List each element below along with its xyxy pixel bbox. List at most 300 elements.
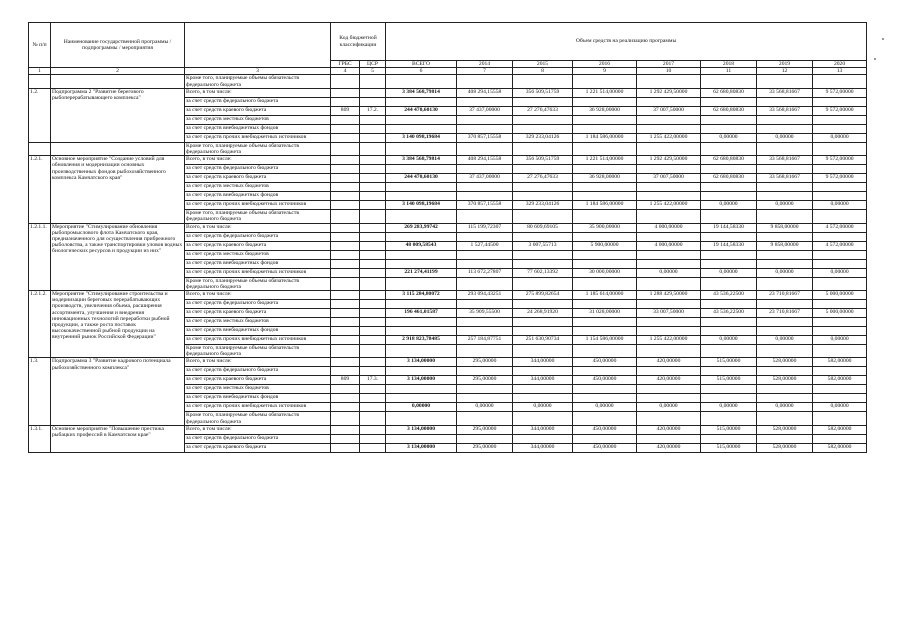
row-year-value: 0,00000 [701, 403, 757, 412]
row-grbs [331, 443, 360, 452]
header-index-1: 2 [51, 68, 185, 75]
row-year-value [701, 250, 757, 259]
row-year-value [513, 300, 573, 309]
row-csr [360, 97, 386, 106]
row-total: 3 140 098,19684 [386, 201, 457, 210]
row-year-value [457, 300, 513, 309]
row-total: 196 461,01587 [386, 309, 457, 318]
row-year-value [637, 232, 701, 241]
row-year-value: 33 568,81667 [757, 174, 813, 183]
scan-speck [874, 58, 876, 60]
row-year-value: 0,00000 [701, 133, 757, 142]
row-year-value: 582,00000 [813, 376, 867, 385]
row-total [386, 434, 457, 443]
row-year-value [701, 394, 757, 403]
row-year-value: 0,00000 [813, 403, 867, 412]
header-sub-7: 2018 [701, 61, 757, 68]
row-source: за счет средств местных бюджетов [185, 250, 331, 259]
table-row [29, 291, 867, 300]
row-year-value: 31 028,00000 [573, 309, 637, 318]
header-index-7: 8 [513, 68, 573, 75]
row-grbs: 809 [331, 106, 360, 115]
row-year-value [513, 434, 573, 443]
budget-table [28, 22, 867, 453]
row-year-value [637, 345, 701, 358]
row-source: за счет средств краевого бюджета [185, 309, 331, 318]
row-year-value [573, 192, 637, 201]
row-year-value: 37 007,50000 [637, 174, 701, 183]
row-year-value [701, 115, 757, 124]
row-year-value: 528,00000 [757, 358, 813, 367]
row-year-value [637, 250, 701, 259]
row-year-value [757, 124, 813, 133]
header-index-12: 13 [813, 68, 867, 75]
row-csr: 17.3. [360, 376, 386, 385]
row-total: 269 283,99742 [386, 223, 457, 232]
row-grbs [331, 174, 360, 183]
row-year-value: 33 568,81667 [757, 156, 813, 165]
row-year-value: 1 292 429,50000 [637, 88, 701, 97]
row-year-value: 344,00000 [513, 443, 573, 452]
row-year-value [637, 97, 701, 106]
row-year-value: 62 680,80830 [701, 106, 757, 115]
row-year-value: 295,00000 [457, 425, 513, 434]
row-total [386, 394, 457, 403]
row-year-value: 5 000,00000 [813, 309, 867, 318]
row-year-value [513, 345, 573, 358]
row-total: 244 470,60130 [386, 174, 457, 183]
row-year-value [701, 75, 757, 88]
row-year-value: 9 572,00000 [813, 156, 867, 165]
row-source: Всего, в том числе: [185, 88, 331, 97]
row-source: за счет средств федерального бюджета [185, 434, 331, 443]
row-year-value [701, 385, 757, 394]
header-sub-1: ЦСР [360, 61, 386, 68]
row-year-value [757, 394, 813, 403]
row-year-value: 23 710,81667 [757, 291, 813, 300]
row-grbs [331, 403, 360, 412]
row-year-value [637, 367, 701, 376]
row-total: 3 134,00000 [386, 376, 457, 385]
row-source: Всего, в том числе: [185, 156, 331, 165]
row-number: 1.2.1. [29, 156, 51, 223]
row-year-value [813, 259, 867, 268]
row-year-value: 0,00000 [457, 403, 513, 412]
header-sub-2: ВСЕГО [386, 61, 457, 68]
row-year-value [813, 97, 867, 106]
row-year-value [701, 277, 757, 290]
row-csr [360, 358, 386, 367]
row-year-value [573, 385, 637, 394]
table-row [29, 425, 867, 434]
row-year-value: 36 928,00000 [573, 174, 637, 183]
row-total: 3 115 284,80072 [386, 291, 457, 300]
row-year-value [457, 142, 513, 155]
row-total: 3 384 568,79814 [386, 88, 457, 97]
row-csr [360, 327, 386, 336]
row-year-value [513, 97, 573, 106]
row-year-value [573, 97, 637, 106]
row-number [29, 142, 51, 155]
header-index-8: 9 [573, 68, 637, 75]
row-name: Основное мероприятие "Создание условий для обновления и модернизации основных производственных фондов рыбохозяйственного комплекса Камчатского края" [51, 156, 185, 223]
row-year-value: 0,00000 [813, 268, 867, 277]
row-source: за счет средств краевого бюджета [185, 241, 331, 250]
row-grbs [331, 165, 360, 174]
row-year-value [513, 192, 573, 201]
row-csr: 17.2. [360, 106, 386, 115]
row-total [386, 367, 457, 376]
row-source: Кроме того, планируемые объемы обязательств федерального бюджета [185, 210, 331, 223]
row-year-value: 36 928,00000 [573, 106, 637, 115]
row-number: 1.2.1.2. [29, 291, 51, 358]
row-csr [360, 318, 386, 327]
row-grbs [331, 336, 360, 345]
row-year-value [757, 210, 813, 223]
row-year-value: 37 007,50000 [637, 106, 701, 115]
row-year-value [457, 259, 513, 268]
row-year-value [573, 142, 637, 155]
row-year-value [701, 327, 757, 336]
row-total: 221 274,41199 [386, 268, 457, 277]
row-total: 0,00000 [386, 403, 457, 412]
row-year-value [637, 115, 701, 124]
row-source: за счет средств местных бюджетов [185, 115, 331, 124]
row-year-value [573, 300, 637, 309]
row-year-value [513, 412, 573, 425]
table-row [29, 223, 867, 232]
row-total [386, 412, 457, 425]
row-year-value: 0,00000 [757, 403, 813, 412]
row-year-value: 1 255 422,00000 [637, 133, 701, 142]
row-year-value [757, 192, 813, 201]
row-year-value: 27 276,47633 [513, 106, 573, 115]
row-year-value [573, 250, 637, 259]
row-year-value: 1 292 429,50000 [637, 156, 701, 165]
row-grbs [331, 142, 360, 155]
row-year-value [573, 367, 637, 376]
row-number: 1.3. [29, 358, 51, 425]
row-year-value [813, 75, 867, 88]
header-index-10: 11 [701, 68, 757, 75]
row-year-value [757, 367, 813, 376]
row-year-value [637, 124, 701, 133]
row-year-value [701, 97, 757, 106]
row-year-value: 0,00000 [813, 336, 867, 345]
row-year-value: 9 572,00000 [813, 88, 867, 97]
row-year-value: 450,00000 [573, 425, 637, 434]
row-csr [360, 88, 386, 97]
row-year-value [457, 250, 513, 259]
row-year-value [637, 75, 701, 88]
row-year-value [813, 210, 867, 223]
row-grbs [331, 425, 360, 434]
row-year-value [573, 327, 637, 336]
row-source: за счет средств внебюджетных фондов [185, 192, 331, 201]
row-total: 3 134,00000 [386, 425, 457, 434]
row-year-value [457, 232, 513, 241]
row-grbs [331, 223, 360, 232]
row-year-value: 62 680,80830 [701, 88, 757, 97]
row-year-value [573, 115, 637, 124]
row-total: 48 009,58543 [386, 241, 457, 250]
row-year-value [513, 250, 573, 259]
row-year-value [513, 232, 573, 241]
row-grbs [331, 259, 360, 268]
row-csr [360, 434, 386, 443]
row-year-value: 275 899,82654 [513, 291, 573, 300]
row-year-value [813, 394, 867, 403]
row-year-value [457, 434, 513, 443]
row-total [386, 75, 457, 88]
row-grbs [331, 201, 360, 210]
row-grbs [331, 88, 360, 97]
row-csr [360, 75, 386, 88]
row-year-value: 4 572,00000 [813, 241, 867, 250]
row-year-value [637, 142, 701, 155]
row-csr [360, 394, 386, 403]
row-source: за счет средств федерального бюджета [185, 367, 331, 376]
row-year-value [457, 75, 513, 88]
row-year-value: 1 185 614,00000 [573, 291, 637, 300]
row-number [29, 75, 51, 88]
row-source: за счет средств федерального бюджета [185, 165, 331, 174]
row-year-value: 420,00000 [637, 425, 701, 434]
row-year-value [637, 192, 701, 201]
row-year-value: 344,00000 [513, 376, 573, 385]
row-year-value: 62 680,80830 [701, 156, 757, 165]
row-year-value: 0,00000 [813, 201, 867, 210]
row-csr [360, 142, 386, 155]
row-year-value [757, 183, 813, 192]
row-year-value [573, 394, 637, 403]
row-year-value [813, 345, 867, 358]
row-name: Мероприятие "Стимулирование строительства и модернизации береговых перерабатывающих производств, увеличения объема, расширения ассортимента, улучшения и внедрения инновационных технологий переработки рыбной продукции, а также роста поставок высококачественной рыбной продукции на внутренний рынок Российской Федерации" [51, 291, 185, 358]
row-grbs: 809 [331, 376, 360, 385]
row-csr [360, 291, 386, 300]
row-year-value [701, 300, 757, 309]
row-year-value [813, 327, 867, 336]
row-grbs [331, 277, 360, 290]
row-total [386, 345, 457, 358]
header-source [185, 23, 331, 68]
row-year-value [573, 124, 637, 133]
row-year-value [513, 327, 573, 336]
row-name [51, 142, 185, 155]
row-year-value [757, 250, 813, 259]
row-csr [360, 300, 386, 309]
row-year-value [637, 385, 701, 394]
row-year-value [573, 259, 637, 268]
row-source: за счет средств внебюджетных фондов [185, 124, 331, 133]
row-csr [360, 133, 386, 142]
row-year-value [757, 277, 813, 290]
row-year-value: 420,00000 [637, 358, 701, 367]
row-year-value: 1 527,44500 [457, 241, 513, 250]
row-year-value: 515,00000 [701, 376, 757, 385]
row-csr [360, 174, 386, 183]
row-source: за счет средств федерального бюджета [185, 232, 331, 241]
row-year-value: 528,00000 [757, 376, 813, 385]
header-budget-code: Код бюджетной классификации [331, 23, 386, 61]
row-total [386, 318, 457, 327]
row-source: за счет средств федерального бюджета [185, 300, 331, 309]
row-total: 3 140 098,19684 [386, 133, 457, 142]
header-sub-3: 2014 [457, 61, 513, 68]
row-year-value: 329 233,04126 [513, 201, 573, 210]
row-total [386, 385, 457, 394]
row-year-value: 0,00000 [701, 201, 757, 210]
row-source: за счет средств прочих внебюджетных источников [185, 403, 331, 412]
header-index-0: 1 [29, 68, 51, 75]
row-year-value [637, 277, 701, 290]
header-sub-9: 2020 [813, 61, 867, 68]
row-year-value [573, 210, 637, 223]
row-year-value: 80 609,69105 [513, 223, 573, 232]
row-year-value [637, 210, 701, 223]
row-year-value [457, 97, 513, 106]
row-year-value: 582,00000 [813, 358, 867, 367]
row-year-value [813, 192, 867, 201]
row-year-value [513, 210, 573, 223]
row-year-value [701, 318, 757, 327]
row-year-value [757, 142, 813, 155]
row-year-value: 329 233,04126 [513, 133, 573, 142]
row-year-value: 0,00000 [813, 133, 867, 142]
row-year-value: 37 437,00000 [457, 106, 513, 115]
row-year-value: 43 536,22500 [701, 309, 757, 318]
row-year-value: 5 000,00000 [813, 291, 867, 300]
row-year-value [813, 367, 867, 376]
row-csr [360, 210, 386, 223]
header-index-9: 10 [637, 68, 701, 75]
row-source: за счет средств краевого бюджета [185, 376, 331, 385]
row-source: за счет средств краевого бюджета [185, 106, 331, 115]
row-year-value: 77 602,13392 [513, 268, 573, 277]
row-year-value [813, 412, 867, 425]
row-source: за счет средств местных бюджетов [185, 318, 331, 327]
header-number: № п/п [29, 23, 51, 68]
row-year-value: 27 276,47633 [513, 174, 573, 183]
row-year-value [573, 412, 637, 425]
row-year-value [457, 394, 513, 403]
row-year-value [757, 75, 813, 88]
row-year-value [457, 124, 513, 133]
row-grbs [331, 97, 360, 106]
row-csr [360, 250, 386, 259]
row-year-value [757, 259, 813, 268]
row-source: за счет средств федерального бюджета [185, 97, 331, 106]
row-year-value: 30 000,00000 [573, 268, 637, 277]
row-year-value: 0,00000 [757, 268, 813, 277]
row-grbs [331, 133, 360, 142]
row-csr [360, 385, 386, 394]
row-source: за счет средств местных бюджетов [185, 385, 331, 394]
row-year-value: 37 437,00000 [457, 174, 513, 183]
row-source: Кроме того, планируемые объемы обязательств федерального бюджета [185, 345, 331, 358]
row-year-value [757, 345, 813, 358]
row-year-value: 3 007,55713 [513, 241, 573, 250]
row-grbs [331, 124, 360, 133]
row-year-value: 420,00000 [637, 376, 701, 385]
row-year-value: 344,00000 [513, 425, 573, 434]
row-year-value [701, 345, 757, 358]
row-total [386, 250, 457, 259]
row-year-value: 4 000,00000 [637, 241, 701, 250]
header-index-5: 6 [386, 68, 457, 75]
header-index-11: 12 [757, 68, 813, 75]
row-year-value [757, 300, 813, 309]
row-csr [360, 165, 386, 174]
row-year-value: 0,00000 [757, 133, 813, 142]
row-year-value: 43 536,22500 [701, 291, 757, 300]
row-year-value [813, 434, 867, 443]
row-year-value: 582,00000 [813, 425, 867, 434]
header-sub-4: 2015 [513, 61, 573, 68]
row-grbs [331, 412, 360, 425]
row-name [51, 75, 185, 88]
row-grbs [331, 192, 360, 201]
row-year-value: 0,00000 [637, 403, 701, 412]
row-year-value [637, 318, 701, 327]
row-year-value: 24 268,91920 [513, 309, 573, 318]
row-year-value [513, 183, 573, 192]
row-year-value [637, 259, 701, 268]
table-row [29, 75, 867, 88]
row-total [386, 259, 457, 268]
row-year-value [457, 367, 513, 376]
row-total [386, 115, 457, 124]
row-year-value: 450,00000 [573, 443, 637, 452]
header-index-6: 7 [457, 68, 513, 75]
row-year-value: 1 288 429,50000 [637, 291, 701, 300]
row-year-value [757, 434, 813, 443]
row-year-value [813, 318, 867, 327]
row-grbs [331, 327, 360, 336]
row-name: Мероприятие "Стимулирование обновления рыбопромыслового флота Камчатского края, предназначенного для осуществления прибрежного рыболовства, а также транспортировки уловов водных биологических ресурсов и продукции из них" [51, 223, 185, 290]
row-year-value: 1 255 422,00000 [637, 336, 701, 345]
row-year-value: 115 199,72307 [457, 223, 513, 232]
row-year-value [813, 183, 867, 192]
row-number: 1.2.1.1. [29, 223, 51, 290]
row-year-value [573, 345, 637, 358]
row-year-value: 450,00000 [573, 358, 637, 367]
row-csr [360, 309, 386, 318]
row-csr [360, 232, 386, 241]
row-source: за счет средств внебюджетных фондов [185, 327, 331, 336]
row-year-value [573, 75, 637, 88]
row-year-value: 0,00000 [757, 336, 813, 345]
row-year-value [813, 277, 867, 290]
table-row [29, 142, 867, 155]
row-grbs [331, 434, 360, 443]
row-grbs [331, 210, 360, 223]
header-sub-8: 2019 [757, 61, 813, 68]
row-year-value: 1 154 586,00000 [573, 336, 637, 345]
row-total [386, 277, 457, 290]
header-volume: Объем средств на реализацию программы [386, 23, 867, 61]
row-year-value [757, 318, 813, 327]
row-year-value [813, 300, 867, 309]
row-year-value [757, 385, 813, 394]
row-csr [360, 115, 386, 124]
row-year-value [457, 385, 513, 394]
row-year-value [701, 192, 757, 201]
row-year-value: 1 184 586,00000 [573, 201, 637, 210]
row-grbs [331, 241, 360, 250]
row-year-value [513, 385, 573, 394]
row-csr [360, 156, 386, 165]
